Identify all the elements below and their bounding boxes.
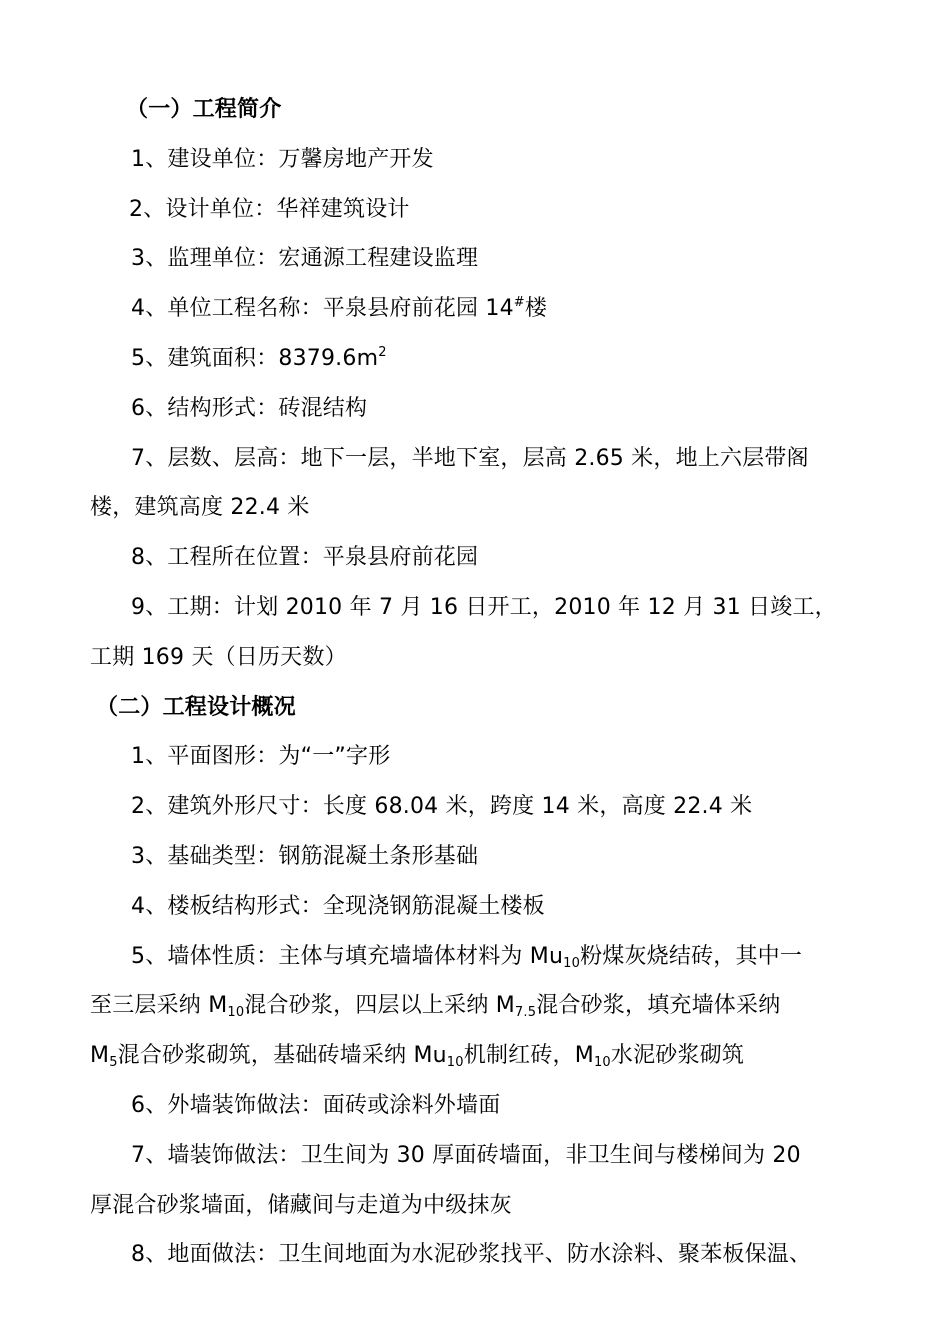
- s1-item-3: 3、监理单位：宏通源工程建设监理: [131, 246, 479, 272]
- s2-item-5-l2-c: 混合砂浆，填充墙体采纳: [536, 993, 781, 1019]
- s2-item-2: 2、建筑外形尺寸：长度 68.04 米，跨度 14 米，高度 22.4 米: [131, 794, 753, 820]
- s1-item-4-text: 4、单位工程名称：平泉县府前花园 14: [131, 296, 514, 322]
- s2-item-5-l3-sub-2: 10: [446, 1055, 464, 1071]
- s2-item-5-l1-b: 粉煤灰烧结砖，其中一: [580, 943, 803, 969]
- s1-item-8: 8、工程所在位置：平泉县府前花园: [131, 545, 479, 571]
- s1-item-1: 1、建设单位：万馨房地产开发: [131, 146, 434, 172]
- s1-item-4-suffix: 楼: [524, 296, 548, 322]
- s1-item-9-line-2: 工期 169 天（日历天数）: [90, 644, 347, 670]
- s2-item-5-l3-a: M: [90, 1043, 110, 1069]
- s1-item-2: 2、设计单位：华祥建筑设计: [129, 196, 410, 222]
- s1-item-5-text: 5、建筑面积：8379.6m: [131, 345, 379, 371]
- s2-item-5-l3-d: 水泥砂浆砌筑: [610, 1043, 745, 1069]
- s2-item-1: 1、平面图形：为“一”字形: [131, 744, 391, 770]
- s1-item-4: [0, 289, 950, 339]
- s2-item-5-l2-b: 混合砂浆，四层以上采纳 M: [244, 993, 515, 1019]
- s2-item-5-l3-sub-3: 10: [593, 1055, 611, 1071]
- s1-item-7-line-2: 楼，建筑高度 22.4 米: [90, 495, 310, 521]
- s2-item-5-line-2: [0, 986, 950, 1036]
- s2-item-5-line-1: [0, 937, 950, 987]
- s1-item-4-sup: #: [513, 295, 525, 311]
- s1-item-6: 6、结构形式：砖混结构: [131, 395, 368, 421]
- s2-item-7-line-1: 7、墙装饰做法：卫生间为 30 厚面砖墙面，非卫生间与楼梯间为 20: [131, 1142, 801, 1168]
- section-1-heading: （一）工程简介: [126, 97, 282, 122]
- s2-item-5-l2-a: 至三层采纳 M: [90, 993, 228, 1019]
- s2-item-3: 3、基础类型：钢筋混凝土条形基础: [131, 843, 479, 869]
- s2-item-5-l1-sub: 10: [563, 955, 581, 971]
- s2-item-5-l2-sub-2: 7.5: [514, 1005, 537, 1021]
- s2-item-5-l2-sub-1: 10: [227, 1005, 245, 1021]
- s1-item-9-line-1: 9、工期：计划 2010 年 7 月 16 日开工，2010 年 12 月 31 日竣工，: [131, 594, 837, 620]
- s2-item-5-l3-c: 机制红砖，M: [463, 1043, 594, 1069]
- s2-item-5-l3-sub-1: 5: [109, 1055, 118, 1071]
- s1-item-5-sup: 2: [378, 344, 387, 360]
- s2-item-4: 4、楼板结构形式：全现浇钢筋混凝土楼板: [131, 893, 545, 919]
- s2-item-6: 6、外墙装饰做法：面砖或涂料外墙面: [131, 1092, 501, 1118]
- s2-item-8: 8、地面做法：卫生间地面为水泥砂浆找平、防水涂料、聚苯板保温、: [131, 1242, 812, 1268]
- s2-item-5-l3-b: 混合砂浆砌筑，基础砖墙采纳 Mu: [117, 1043, 447, 1069]
- s2-item-5-l1-a: 5、墙体性质：主体与填充墙墙体材料为 Mu: [131, 943, 564, 969]
- s2-item-7-line-2: 厚混合砂浆墙面，储藏间与走道为中级抹灰: [90, 1192, 512, 1218]
- s1-item-5: [0, 339, 950, 389]
- s1-item-7-line-1: 7、层数、层高：地下一层，半地下室，层高 2.65 米，地上六层带阁: [131, 445, 809, 471]
- section-2-heading: （二）工程设计概况: [96, 694, 296, 720]
- s2-item-5-line-3: [0, 1036, 950, 1086]
